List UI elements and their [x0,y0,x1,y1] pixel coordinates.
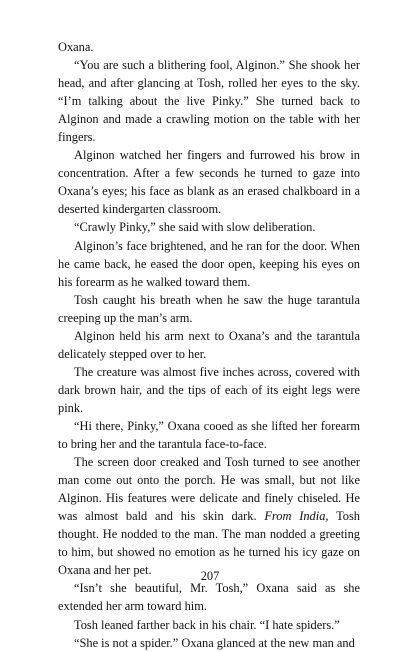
paragraph: “Isn’t she beautiful, Mr. Tosh,” Oxana said as she extended her arm toward him. [58,581,360,614]
paragraph: The creature was almost five inches across, covered with dark brown hair, and the tips of each of its eight legs were pink. [58,364,360,415]
paragraph: Tosh caught his breath when he saw the huge tarantula creeping up the man’s arm. [58,292,360,325]
paragraph: Alginon watched her fingers and furrowed his brow in concentration. After a few seconds he turned to gaze into Oxana’s eyes; his face as blank as an erased chalkboard in a deserted kindergarten classroom. [58,148,360,217]
italic-phrase: From India, [264,509,329,524]
paragraph: “Hi there, Pinky,” Oxana cooed as she lifted her forearm to bring her and the tarantula face-to-face. [58,418,360,452]
paragraph: Alginon’s face brightened, and he ran for the door. When he came back, he eased the door open, keeping his eyes on his forearm as he walked toward them. [58,238,360,289]
book-page-text [58,38,360,652]
paragraph-screen-door [58,453,360,579]
text-run: The screen door creaked and Tosh turned to see another man come out onto the porch. He was small, but not like Alginon. His features were delicate and finely chiseled. He was almost bald and his skin dark. [58,455,360,524]
paragraph: “You are such a blithering fool, Alginon.” She shook her head, and after glancing at Tosh, rolled her eyes to the sky. “I’m talking about the live Pinky.” She turned back to Alginon and made a crawling motion on the table with her fingers. [58,58,360,145]
paragraph: “She is not a spider.” Oxana glanced at the new man and [74,635,355,650]
paragraph: Alginon held his arm next to Oxana’s and the tarantula delicately stepped over to her. [58,328,360,361]
text-run: Tosh thought. He nodded to the man. The man nodded a greeting to him, but showed no emotion as he turned his icy gaze on Oxana and her pet. [58,509,360,578]
page-number: 207 [200,569,220,583]
paragraph: Oxana. [58,40,94,54]
paragraph: Tosh leaned farther back in his chair. “I hate spiders.” [74,617,340,632]
paragraph: “Crawly Pinky,” she said with slow deliberation. [74,220,316,235]
